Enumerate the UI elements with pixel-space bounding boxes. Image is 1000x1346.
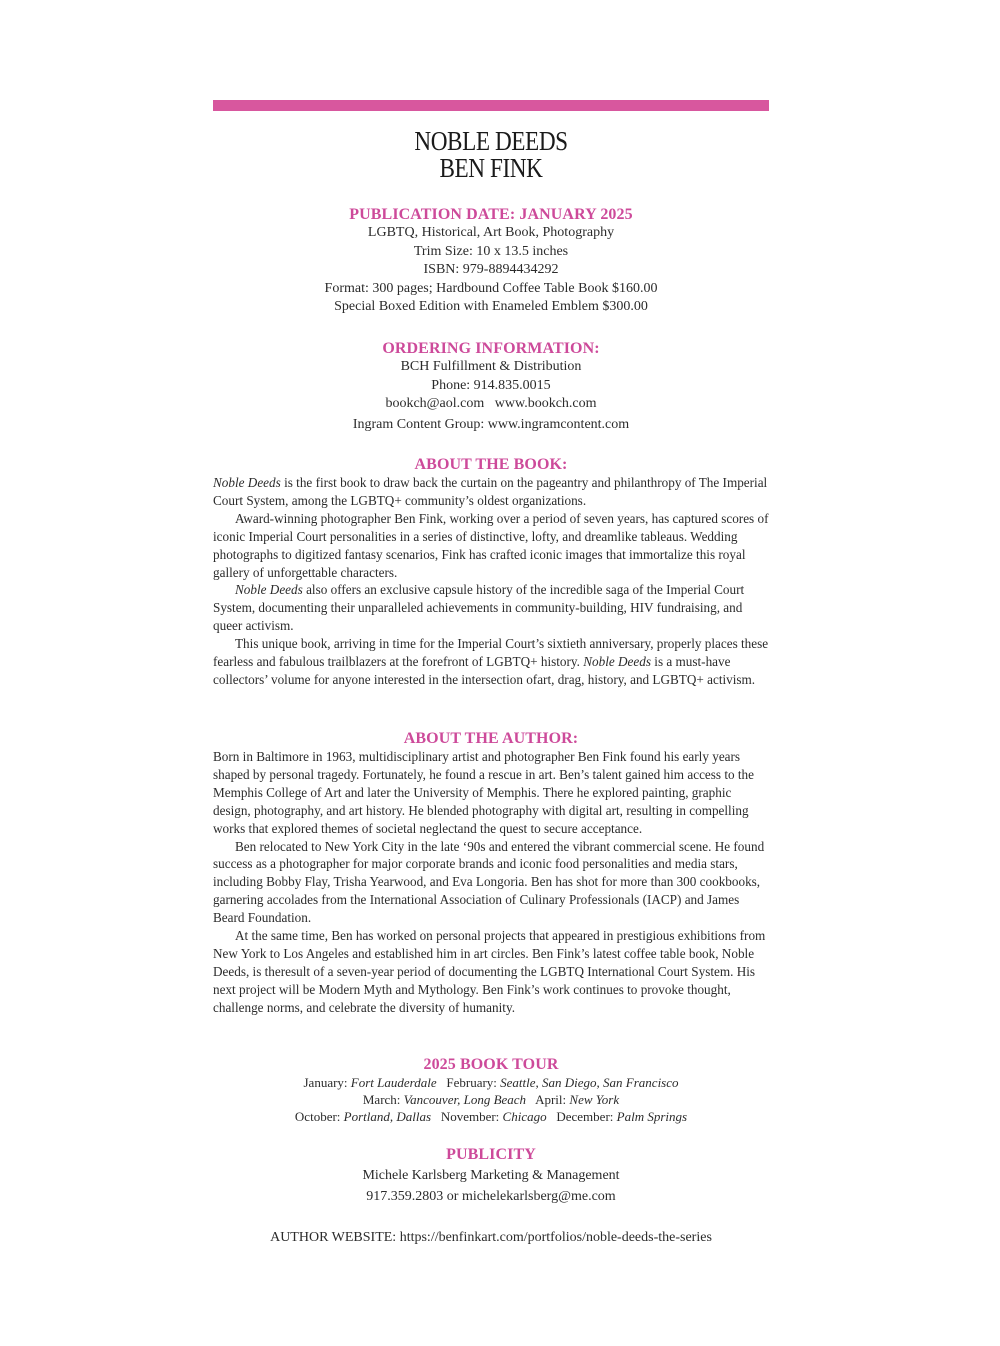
about-book-paragraph: Award-winning photographer Ben Fink, working over a period of seven years, has captured scores of iconic Imperial Court personalities in a series of distinctive, lofty, and dreamlike tableaus. Wedding photographs to digitized fantasy scenarios, Fink has crafted iconic images that immortalize this royal gallery of unforgettable characters. [213,510,769,580]
about-author-section [213,730,769,1017]
ingram: Ingram Content Group: www.ingramcontent.com [352,416,630,432]
tour-line: October: Portland, Dallas November: Chicago December: Palm Springs [294,1109,688,1124]
distributor: BCH Fulfillment & Distribution [400,359,582,374]
publicity-section [213,1146,769,1206]
book-title-block [213,128,769,182]
publicity-heading: PUBLICITY [446,1146,536,1163]
isbn: ISBN: 979-8894434292 [423,262,559,277]
accent-bar [213,100,769,111]
book-title: NOBLE DEEDS [414,126,568,156]
about-author-paragraph: At the same time, Ben has worked on personal projects that appeared in prestigious exhibitions from New York to Los Angeles and established him in art circles. Ben Fink’s latest coffee table book, Noble Deeds, is theresult of a seven-year period of documenting the LGBTQ International Court System. His next project will be Modern Myth and Mythology. Ben Fink’s work continues to provoke thought, challenge norms, and celebrate the diversity of humanity. [213,928,766,1015]
contact-links [213,395,769,414]
publicity-contact: 917.359.2803 or michelekarlsberg@me.com [366,1188,616,1204]
publication-section [213,206,769,317]
ordering-section [213,340,769,434]
publication-heading: PUBLICATION DATE: JANUARY 2025 [349,206,633,223]
about-author-paragraph: Ben relocated to New York City in the late ‘90s and entered the vibrant commercial scene. He found success as a photographer for major corporate brands and iconic food personalities and media stars, including Bobby Flay, Trisha Yearwood, and Eva Longoria. Ben has shot for more than 300 cookbooks, garnering accolades from the International Association of Culinary Professionals (IACP) and James Beard Foundation. [213,838,765,926]
author-website-link[interactable]: AUTHOR WEBSITE: https://benfinkart.com/portfolios/noble-deeds-the-series [270,1230,712,1245]
about-book-heading: ABOUT THE BOOK: [414,456,568,473]
about-book-paragraph: Noble Deeds is the first book to draw back the curtain on the pageantry and philanthropy of The Imperial Court System, among the LGBTQ+ community’s oldest organizations. [213,475,768,508]
about-book-paragraph: This unique book, arriving in time for the Imperial Court’s sixtieth anniversary, properly places these fearless and fabulous trailblazers at the forefront of LGBTQ+ history. Noble Deeds is a must-have collectors’ volume for anyone interested in the intersection ofart, drag, history, and LGBTQ+ activism. [213,636,769,687]
about-author-paragraph: Born in Baltimore in 1963, multidisciplinary artist and photographer Ben Fink found his early years shaped by personal tragedy. Fortunately, he found a rescue in art. Ben’s talent gained him access to the Memphis College of Art and later the University of Memphis. There he explored painting, graphic design, photography, and art history. He blended photography with digital art, resulting in compelling works that explored themes of societal neglectand the quest to secure acceptance. [213,749,755,836]
about-author-heading: ABOUT THE AUTHOR: [403,730,579,747]
book-tour-section [213,1056,769,1125]
format: Format: 300 pages; Hardbound Coffee Table Book $160.00 [324,280,658,296]
about-book-paragraph: Noble Deeds also offers an exclusive capsule history of the incredible saga of the Imperial Court System, documenting their unparalleled achievements in community-building, HIV fundraising, and queer activism. [213,582,745,634]
publicity-agency: Michele Karlsberg Marketing & Management [362,1168,620,1183]
tour-line: January: Fort Lauderdale February: Seattle, San Diego, San Francisco [303,1075,679,1090]
special-edition: Special Boxed Edition with Enameled Emblem $300.00 [334,299,648,314]
web-link[interactable]: www.bookch.com [494,396,597,411]
book-title-italic: Noble Deeds [235,582,303,598]
book-tour-heading: 2025 BOOK TOUR [423,1056,559,1073]
trim-size: Trim Size: 10 x 13.5 inches [413,243,569,259]
book-title-italic: Noble Deeds [583,654,651,670]
tour-line: March: Vancouver, Long Beach April: New York [362,1092,620,1107]
genres: LGBTQ, Historical, Art Book, Photography [367,225,615,240]
author-name: BEN FINK [439,153,543,183]
ordering-heading: ORDERING INFORMATION: [382,340,600,357]
book-title-italic: Noble Deeds [213,475,281,490]
email-link[interactable]: bookch@aol.com [385,396,485,411]
author-website-section [200,1229,782,1248]
phone: Phone: 914.835.0015 [431,377,551,393]
about-book-section [213,456,769,689]
